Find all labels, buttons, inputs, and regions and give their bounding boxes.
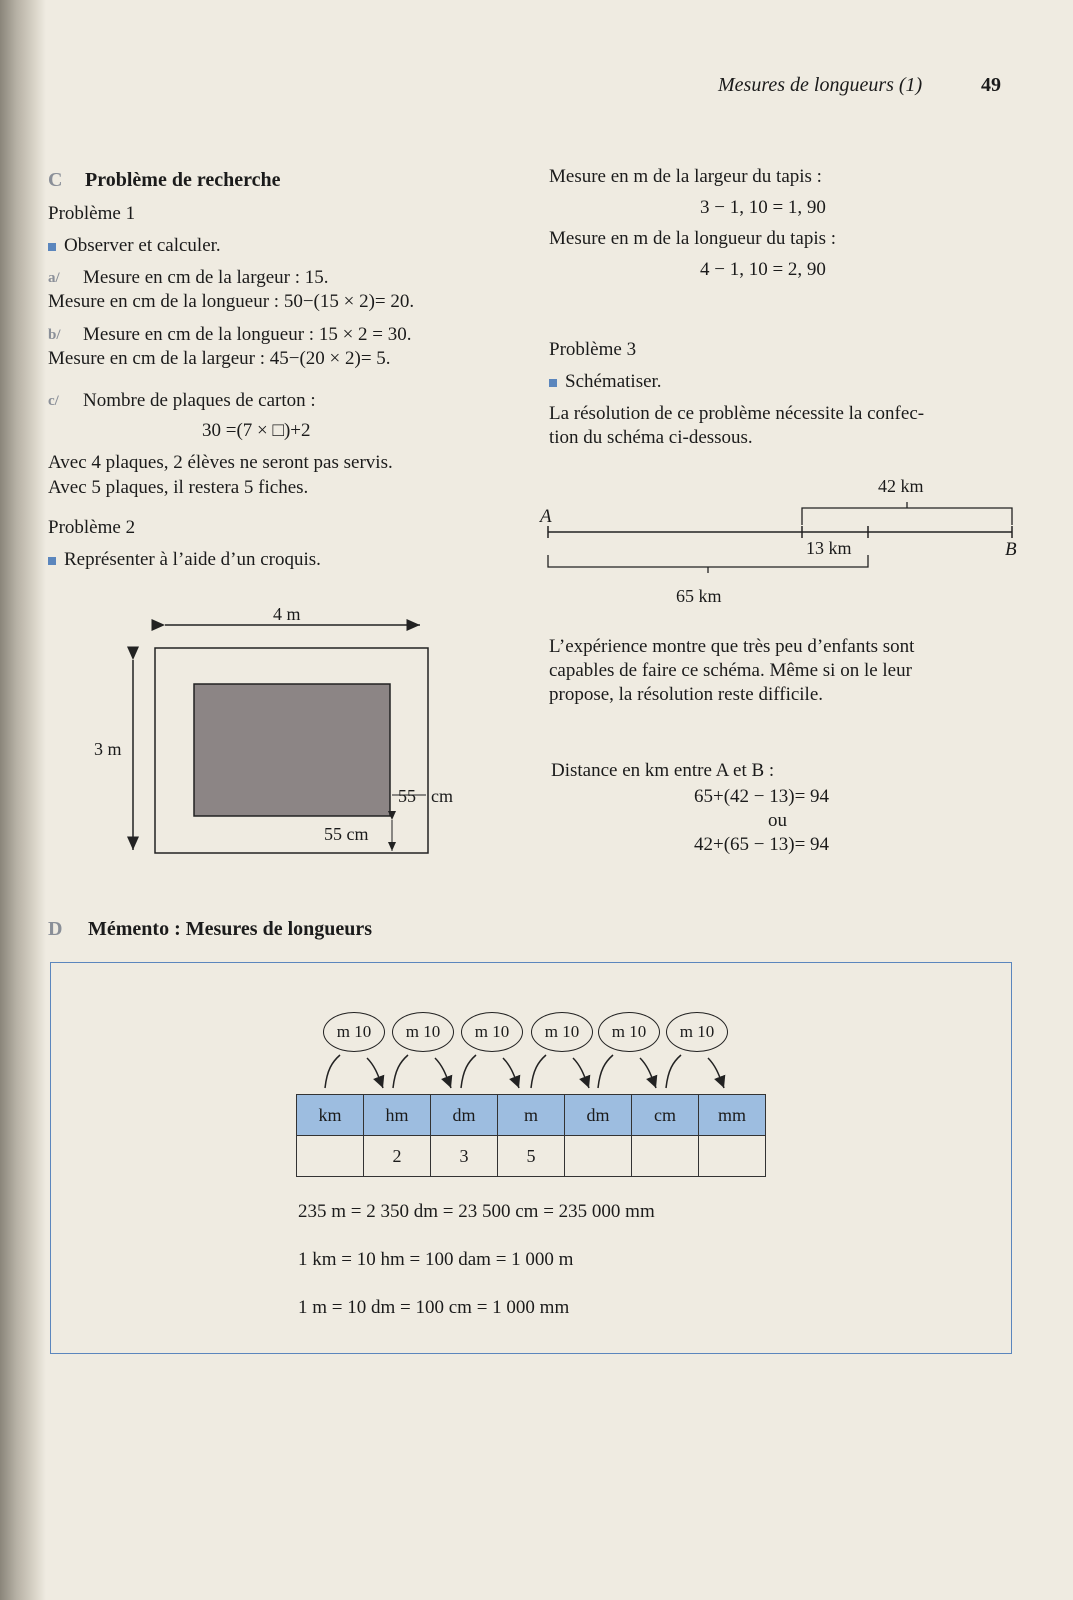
item-a-line1: Mesure en cm de la largeur : 15. [83,267,329,288]
point-b-label: B [1005,539,1017,560]
value-cell: 3 [431,1136,498,1177]
unit-cell: dm [431,1095,498,1136]
sketch-width-label: 4 m [273,604,301,624]
equivalence-line-1: 235 m = 2 350 dm = 23 500 cm = 235 000 mm [298,1201,655,1222]
sketch-margin-unit-label: cm [431,786,453,806]
conversion-bubble: m 10 [461,1012,523,1052]
section-letter-c: C [48,169,63,191]
experience-line1: L’expérience montre que très peu d’enfants sont [549,636,915,657]
units-value-row [297,1136,766,1177]
unit-cell: hm [364,1095,431,1136]
carpet-length-formula: 4 − 1, 10 = 2, 90 [700,259,826,280]
item-b-line1: Mesure en cm de la longueur : 15 × 2 = 30. [83,324,412,345]
units-table [296,1094,766,1177]
value-cell: 5 [498,1136,565,1177]
distance-42km-label: 42 km [878,476,924,496]
item-c-label: c/ [48,393,59,409]
conversion-bubble: m 10 [392,1012,454,1052]
item-c-line3: Avec 5 plaques, il restera 5 fiches. [48,477,309,498]
sketch-height-label: 3 m [94,739,122,759]
distance-formula-2: 42+(65 − 13)= 94 [694,834,830,855]
distance-13km-label: 13 km [806,538,852,558]
conversion-bubble: m 10 [666,1012,728,1052]
unit-cell: mm [699,1095,766,1136]
unit-cell: m [498,1095,565,1136]
item-a-label: a/ [48,270,60,286]
value-cell [632,1136,699,1177]
item-c-formula: 30 =(7 × □)+2 [202,420,311,441]
value-cell [699,1136,766,1177]
sketch-margin-right-label: 55 [398,786,416,806]
units-header-row [297,1095,766,1136]
value-cell: 2 [364,1136,431,1177]
section-d-title: Mémento : Mesures de longueurs [88,918,373,940]
item-c-line1: Nombre de plaques de carton : [83,390,316,411]
experience-line2: capables de faire ce schéma. Même si on le leur [549,660,912,681]
distance-or: ou [768,810,787,831]
bullet-square-icon [549,379,557,387]
carpet-length-line: Mesure en m de la longueur du tapis : [549,228,837,249]
carpet-width-formula: 3 − 1, 10 = 1, 90 [700,197,826,218]
distance-diagram [530,495,1030,575]
experience-line3: propose, la résolution reste difficile. [549,684,824,705]
bracket-42km [802,508,1012,525]
carpet-rectangle [194,684,390,816]
problem-3-text-line1: La résolution de ce problème nécessite la confec- [549,403,925,424]
conversion-bubble: m 10 [598,1012,660,1052]
sketch-margin-bottom-label: 55 cm [324,824,369,844]
item-a-line2: Mesure en cm de la longueur : 50−(15 × 2)= 20. [48,291,415,312]
unit-cell: km [297,1095,364,1136]
item-c-line2: Avec 4 plaques, 2 élèves ne seront pas servis. [48,452,393,473]
item-b-line2: Mesure en cm de la largeur : 45−(20 × 2)= 5. [48,348,391,369]
value-cell [565,1136,632,1177]
unit-cell: dm [565,1095,632,1136]
distance-question: Distance en km entre A et B : [551,760,775,781]
problem-1-task: Observer et calculer. [48,234,221,258]
conversion-bubble: m 10 [323,1012,385,1052]
conversion-arrows [300,1050,760,1095]
problem-3-title: Problème 3 [549,339,637,360]
problem-1-title: Problème 1 [48,203,136,224]
equivalence-line-3: 1 m = 10 dm = 100 cm = 1 000 mm [298,1297,570,1318]
room-carpet-sketch [0,0,520,880]
problem-2-task: Représenter à l’aide d’un croquis. [48,548,321,572]
problem-2-title: Problème 2 [48,517,136,538]
problem-3-text-line2: tion du schéma ci-dessous. [549,427,753,448]
carpet-width-line: Mesure en m de la largeur du tapis : [549,166,822,187]
page-number: 49 [981,74,1001,96]
running-header-title: Mesures de longueurs (1) [718,74,923,96]
value-cell [297,1136,364,1177]
distance-formula-1: 65+(42 − 13)= 94 [694,786,830,807]
problem-3-task: Schématiser. [549,370,662,394]
section-letter-d: D [48,918,63,940]
section-c-title: Problème de recherche [85,169,281,191]
conversion-bubble: m 10 [531,1012,593,1052]
item-b-label: b/ [48,327,61,343]
distance-65km-label: 65 km [676,586,722,606]
equivalence-line-2: 1 km = 10 hm = 100 dam = 1 000 m [298,1249,574,1270]
point-a-label: A [540,506,552,527]
unit-cell: cm [632,1095,699,1136]
